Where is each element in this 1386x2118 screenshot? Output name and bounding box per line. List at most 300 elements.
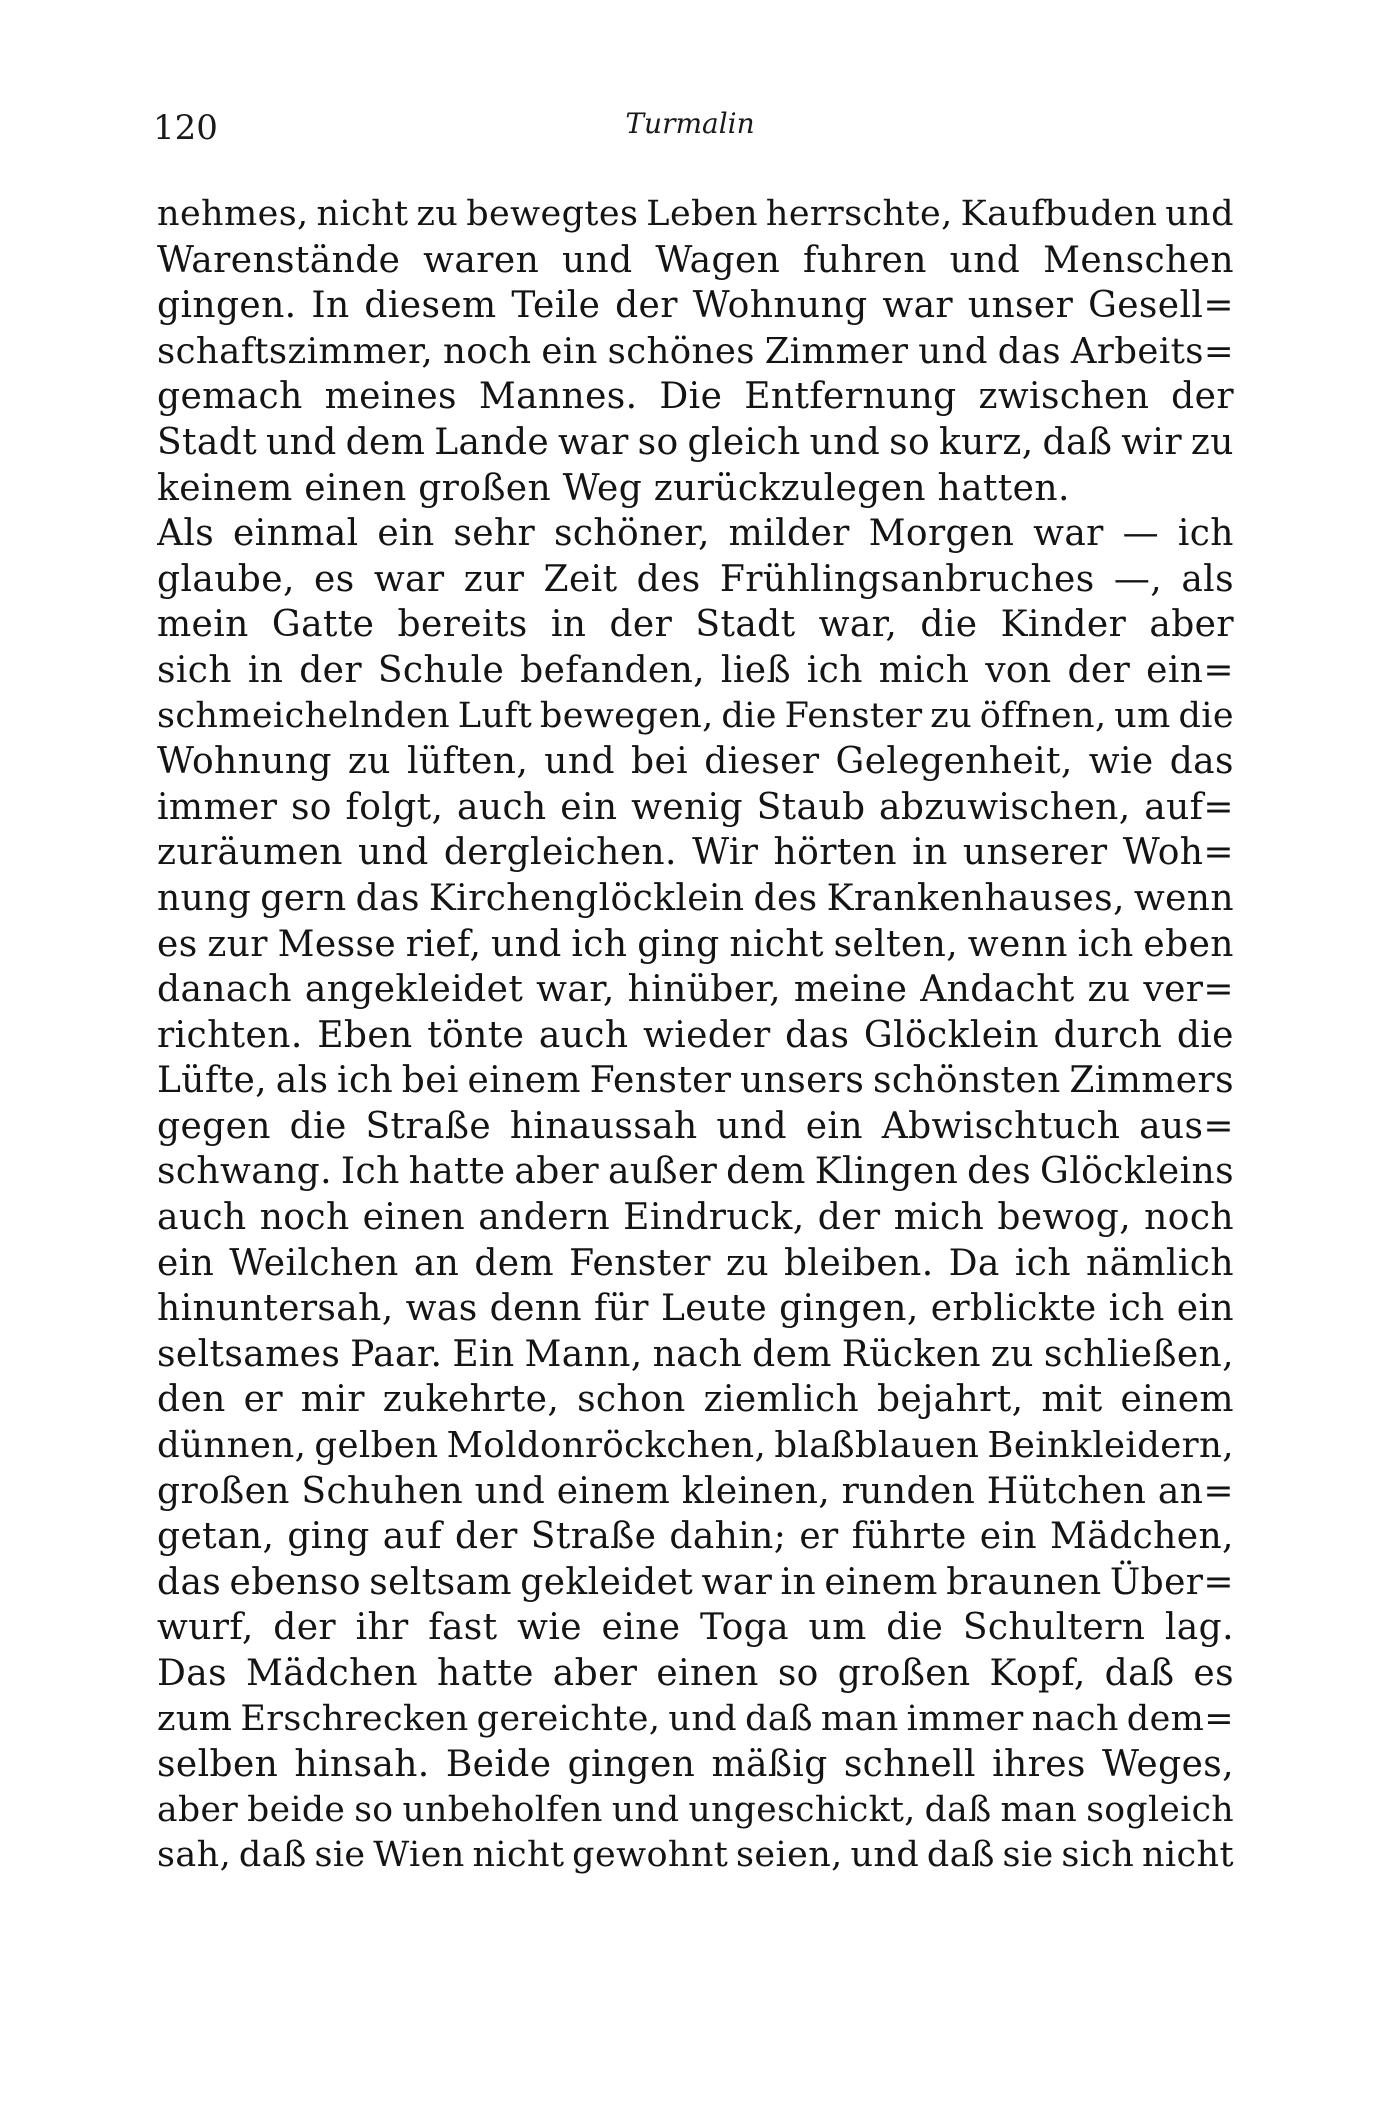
word: selten,	[833, 923, 959, 965]
word: auch	[157, 1197, 247, 1239]
word: schmeichelnden	[157, 695, 451, 736]
word: auch	[457, 786, 547, 828]
word: auf	[382, 1516, 442, 1558]
word: Straße	[530, 1516, 657, 1558]
word: schnell	[843, 1744, 976, 1786]
word: mit	[1041, 1379, 1103, 1421]
word: hörten	[773, 832, 897, 874]
word: und	[809, 421, 881, 463]
word: gingen	[567, 1744, 696, 1786]
word: daß	[926, 1835, 995, 1876]
text-line	[157, 1605, 1234, 1651]
text-line	[157, 1788, 1234, 1834]
text-line	[157, 1377, 1234, 1423]
word: als	[1181, 558, 1234, 600]
word: beide	[247, 1789, 346, 1830]
word: Frühlingsanbruches	[719, 558, 1095, 600]
word: einen	[362, 1197, 466, 1239]
word: Weg	[562, 467, 643, 509]
text-line	[157, 739, 1234, 785]
word: gingen,	[779, 1288, 919, 1330]
word: des	[753, 877, 818, 919]
word: Fenster	[589, 1060, 732, 1102]
text-line	[157, 694, 1234, 740]
word: Leben	[646, 194, 758, 234]
word: seltsam	[369, 1561, 512, 1603]
text-line	[157, 466, 1234, 512]
word: sich	[157, 649, 232, 691]
word: dieser	[704, 741, 820, 783]
word: wie	[517, 1607, 582, 1649]
word: und	[716, 1105, 787, 1147]
word: durch	[1053, 1014, 1163, 1056]
word: der	[817, 1197, 881, 1239]
word: andern	[478, 1197, 611, 1239]
word: ich	[337, 1060, 394, 1102]
word: bejahrt,	[876, 1379, 1024, 1421]
word: Wien	[373, 1835, 465, 1876]
word: Mann,	[524, 1333, 643, 1375]
word: gemach	[157, 376, 303, 418]
word: hatte	[436, 1653, 534, 1694]
word: ungeschickt,	[688, 1789, 916, 1830]
word: Arbeits=	[1070, 330, 1234, 372]
word: selben	[157, 1744, 279, 1786]
word: dem	[752, 1333, 832, 1375]
word: dem=	[1126, 1698, 1234, 1739]
word: ein	[560, 786, 618, 828]
word: es	[314, 558, 355, 600]
word: Eindruck,	[623, 1197, 805, 1239]
word: unsers	[740, 1060, 865, 1102]
word: so	[290, 786, 332, 828]
word: Gesell=	[1088, 285, 1234, 327]
word: ich	[1177, 513, 1234, 555]
word: so	[777, 1653, 819, 1694]
word: ziemlich	[703, 1379, 860, 1421]
word: des	[636, 558, 701, 600]
word: dem	[474, 1242, 555, 1284]
word: Eben	[317, 1014, 413, 1056]
text-line	[157, 1241, 1234, 1287]
word: nung	[157, 877, 252, 919]
word: wenn	[1133, 877, 1234, 919]
word: Schultern	[962, 1607, 1146, 1649]
word: Beinkleidern,	[987, 1425, 1234, 1467]
word: zu	[1190, 421, 1234, 463]
word: nämlich	[1085, 1242, 1234, 1284]
word: ein	[377, 513, 435, 555]
word: als	[275, 1060, 329, 1102]
text-line	[157, 329, 1234, 375]
word: großen	[837, 1653, 971, 1694]
word: Leute	[660, 1288, 768, 1330]
word: meine	[793, 969, 908, 1011]
word: noch	[442, 330, 532, 372]
text-line	[157, 1013, 1234, 1059]
word: Wohnung	[157, 741, 332, 783]
word: und	[668, 1698, 738, 1739]
word: großen	[157, 1470, 290, 1512]
word: Glöcklein	[863, 1014, 1039, 1056]
word: dahin;	[669, 1516, 787, 1558]
text-line	[157, 238, 1234, 284]
word: Ich	[340, 1151, 400, 1193]
word: schon	[577, 1379, 686, 1421]
word: daß	[1104, 1653, 1175, 1694]
text-line	[157, 1332, 1234, 1378]
word: so	[354, 1789, 394, 1830]
word: Morgen	[868, 513, 1015, 555]
word: an	[413, 1242, 460, 1284]
word: bewog,	[997, 1197, 1132, 1239]
word: und	[949, 239, 1021, 281]
word: ein	[541, 330, 598, 372]
word: Gelegenheit,	[835, 741, 1073, 783]
word: nicht	[729, 923, 824, 965]
word: aber	[1149, 604, 1234, 646]
word: Wohnung	[692, 285, 868, 327]
word: mäßig	[711, 1744, 828, 1786]
text-line	[157, 1469, 1234, 1515]
text-line	[157, 1423, 1234, 1469]
word: ihres	[992, 1744, 1086, 1786]
word: das	[1169, 741, 1234, 783]
word: zu	[416, 194, 459, 234]
page-number: 120	[153, 108, 218, 148]
word: daß	[1042, 421, 1113, 463]
word: keinem	[157, 467, 293, 509]
word: gelben	[314, 1425, 439, 1467]
word: und	[561, 239, 633, 281]
word: Die	[659, 376, 723, 418]
word: ließ	[720, 649, 791, 691]
text-line	[157, 1149, 1234, 1195]
running-head: Turmalin	[625, 107, 755, 140]
text-line	[157, 648, 1234, 694]
word: wenig	[631, 786, 743, 828]
text-line	[157, 283, 1234, 329]
word: zu	[990, 1333, 1034, 1375]
word: zu	[725, 1242, 769, 1284]
text-line	[157, 1651, 1234, 1697]
word: fast	[428, 1607, 498, 1649]
text-line	[157, 785, 1234, 831]
word: war	[373, 558, 445, 600]
word: zu	[1087, 969, 1131, 1011]
word: der	[454, 1516, 518, 1558]
word: ver=	[1143, 969, 1234, 1011]
word: getan,	[157, 1516, 275, 1558]
word: aber	[157, 1789, 239, 1830]
word: Klingen	[814, 1151, 959, 1193]
word: unbeholfen	[402, 1789, 603, 1830]
word: aus=	[1139, 1105, 1234, 1147]
word: Erschrecken	[240, 1698, 469, 1739]
word: mich	[878, 649, 970, 691]
word: und	[918, 330, 988, 372]
word: nicht	[1141, 1835, 1234, 1876]
word: Zimmer	[764, 330, 909, 372]
word: großen	[418, 467, 552, 509]
text-line	[157, 420, 1234, 466]
word: nicht	[316, 194, 409, 234]
word: einen	[656, 1653, 759, 1694]
word: es	[157, 923, 198, 965]
word: ich	[806, 649, 863, 691]
word: und	[544, 741, 615, 783]
word: eine	[601, 1607, 681, 1649]
word: zur	[207, 923, 268, 965]
text-line	[157, 1697, 1234, 1743]
text-line	[157, 1058, 1234, 1104]
word: Ein	[452, 1333, 515, 1375]
word: Moldonröckchen,	[446, 1425, 767, 1467]
word: rief,	[405, 923, 482, 965]
word: das	[785, 1014, 850, 1056]
word: Messe	[277, 923, 397, 965]
word: blaßblauen	[774, 1425, 980, 1467]
word: das	[355, 877, 420, 919]
text-line	[157, 876, 1234, 922]
word: für	[593, 1288, 649, 1330]
word: gleich	[687, 421, 801, 463]
word: Weges,	[1101, 1744, 1234, 1786]
word: zuräumen	[157, 832, 343, 874]
word: dergleichen.	[443, 832, 677, 874]
word: auch	[538, 1014, 629, 1056]
word: schönsten	[872, 1060, 1061, 1102]
word: wenn	[967, 923, 1068, 965]
word: glaube,	[157, 558, 295, 600]
text-line	[157, 1514, 1234, 1560]
word: nach	[652, 1333, 743, 1375]
word: eben	[1143, 923, 1234, 965]
word: einem	[556, 1470, 671, 1512]
word: Luft	[457, 695, 533, 736]
word: Toga	[699, 1607, 789, 1649]
word: führte	[851, 1516, 967, 1558]
word: meines	[324, 376, 457, 418]
word: in	[550, 604, 587, 646]
word: Lande	[434, 421, 550, 463]
word: war,	[818, 604, 898, 646]
word: Kirchenglöcklein	[428, 877, 745, 919]
word: Schule	[377, 649, 505, 691]
word: lag.	[1164, 1607, 1234, 1649]
word: war	[701, 1561, 773, 1603]
word: der	[1171, 376, 1234, 418]
word: er	[243, 1379, 283, 1421]
word: einem	[467, 1060, 581, 1102]
word: und	[358, 832, 429, 874]
word: der	[615, 285, 678, 327]
word: bewegen,	[539, 695, 714, 736]
word: Über=	[1109, 1561, 1234, 1603]
word: immer	[906, 1698, 1024, 1739]
text-line	[157, 967, 1234, 1013]
word: die	[1176, 1014, 1234, 1056]
word: gern	[260, 877, 347, 919]
word: außer	[607, 1151, 718, 1193]
word: und	[1165, 194, 1234, 234]
word: Kopf,	[989, 1653, 1086, 1694]
text-line	[157, 1104, 1234, 1150]
word: Mädchen,	[1050, 1516, 1234, 1558]
word: Krankenhauses,	[826, 877, 1125, 919]
word: Warenstände	[157, 239, 401, 281]
word: mein	[157, 604, 249, 646]
word: richten.	[157, 1014, 303, 1056]
word: ein	[805, 1105, 863, 1147]
word: folgt,	[345, 786, 444, 828]
word: der	[299, 649, 362, 691]
word: In	[311, 285, 350, 327]
word: sogleich	[1086, 1789, 1234, 1830]
word: wir	[1121, 421, 1182, 463]
word: unser	[967, 285, 1074, 327]
word: hinüber,	[627, 969, 781, 1011]
word: hatte	[408, 1151, 506, 1193]
word: tönte	[427, 1014, 525, 1056]
word: Lüfte,	[157, 1060, 268, 1102]
word: einen	[304, 467, 407, 509]
word: danach	[157, 969, 292, 1011]
word: sehr	[453, 513, 536, 555]
word: die	[289, 1105, 347, 1147]
word: ihr	[355, 1607, 409, 1649]
word: ging	[637, 923, 720, 965]
word: angekleidet	[304, 969, 524, 1011]
word: sah,	[157, 1835, 232, 1876]
word: sie	[1002, 1835, 1054, 1876]
word: ein	[157, 1242, 215, 1284]
word: zu	[930, 695, 973, 736]
word: Stadt	[157, 421, 258, 463]
word: so	[889, 421, 931, 463]
word: aber	[514, 1151, 600, 1193]
word: in	[247, 649, 284, 691]
word: hinsah.	[294, 1744, 430, 1786]
word: war	[882, 285, 954, 327]
word: ich	[1014, 1242, 1071, 1284]
word: bei	[631, 741, 689, 783]
word: noch	[259, 1197, 350, 1239]
word: hinaussah	[509, 1105, 698, 1147]
word: und	[266, 421, 337, 463]
word: von	[985, 649, 1052, 691]
word: Staub	[756, 786, 866, 828]
word: seien,	[736, 1835, 843, 1876]
word: bereits	[397, 604, 528, 646]
word: ein	[979, 1516, 1038, 1558]
word: Das	[157, 1653, 228, 1694]
word: waren	[423, 239, 540, 281]
word: so	[637, 421, 679, 463]
word: zur	[463, 558, 525, 600]
text-line	[157, 511, 1234, 557]
word: war	[558, 421, 629, 463]
word: daß	[745, 1698, 813, 1739]
word: zwischen	[978, 376, 1150, 418]
word: der	[1067, 649, 1131, 691]
word: Mädchen	[245, 1653, 418, 1694]
word: Abwischtuch	[881, 1105, 1121, 1147]
word: um	[808, 1607, 867, 1649]
word: und	[611, 1789, 680, 1830]
word: wieder	[643, 1014, 771, 1056]
text-line	[157, 602, 1234, 648]
word: Zeit	[543, 558, 618, 600]
word: man	[820, 1698, 899, 1739]
word: milder	[728, 513, 850, 555]
text-line	[157, 1286, 1234, 1332]
word: Wagen	[655, 239, 781, 281]
word: braunen	[946, 1561, 1102, 1603]
word: Stadt	[695, 604, 796, 646]
word: die	[886, 1607, 944, 1649]
word: und	[491, 923, 562, 965]
word: Zimmers	[1069, 1060, 1234, 1102]
word: und	[474, 1470, 546, 1512]
text-line	[157, 1833, 1234, 1879]
word: gereichte,	[476, 1698, 661, 1739]
word: Schuhen	[301, 1470, 464, 1512]
word: in	[912, 832, 948, 874]
word: —	[1122, 513, 1160, 555]
word: er	[799, 1516, 839, 1558]
word: Weilchen	[229, 1242, 399, 1284]
word: ging	[287, 1516, 370, 1558]
word: ich	[1077, 923, 1134, 965]
word: kleinen,	[681, 1470, 831, 1512]
word: mich	[893, 1197, 985, 1239]
word: schaftszimmer,	[157, 330, 434, 372]
text-line	[157, 922, 1234, 968]
word: was	[405, 1288, 478, 1330]
text-line	[157, 1742, 1234, 1788]
word: sie	[314, 1835, 366, 1876]
text-line	[157, 1195, 1234, 1241]
word: herrschte,	[765, 194, 953, 234]
word: schließen,	[1043, 1333, 1234, 1375]
word: Fenster	[569, 1242, 711, 1284]
word: runden	[841, 1470, 976, 1512]
word: der	[273, 1607, 337, 1649]
word: denn	[489, 1288, 582, 1330]
word: schöner,	[553, 513, 710, 555]
word: daß	[924, 1789, 992, 1830]
word: Fenster	[784, 695, 923, 736]
word: einmal	[233, 513, 359, 555]
word: ein=	[1146, 649, 1234, 691]
word: gekleidet	[520, 1561, 694, 1603]
text-line	[157, 374, 1234, 420]
word: Gatte	[271, 604, 375, 646]
word: des	[967, 1151, 1032, 1193]
word: Teile	[511, 285, 601, 327]
word: wie	[1088, 741, 1154, 783]
word: dem	[726, 1151, 806, 1193]
word: aber	[552, 1653, 638, 1694]
word: erblickte	[930, 1288, 1097, 1330]
word: einem	[824, 1561, 938, 1603]
word: lüften,	[406, 741, 529, 783]
word: Glöckleins	[1040, 1151, 1234, 1193]
word: Hütchen	[986, 1470, 1147, 1512]
word: nehmes,	[157, 194, 309, 234]
word: das	[157, 1561, 222, 1603]
